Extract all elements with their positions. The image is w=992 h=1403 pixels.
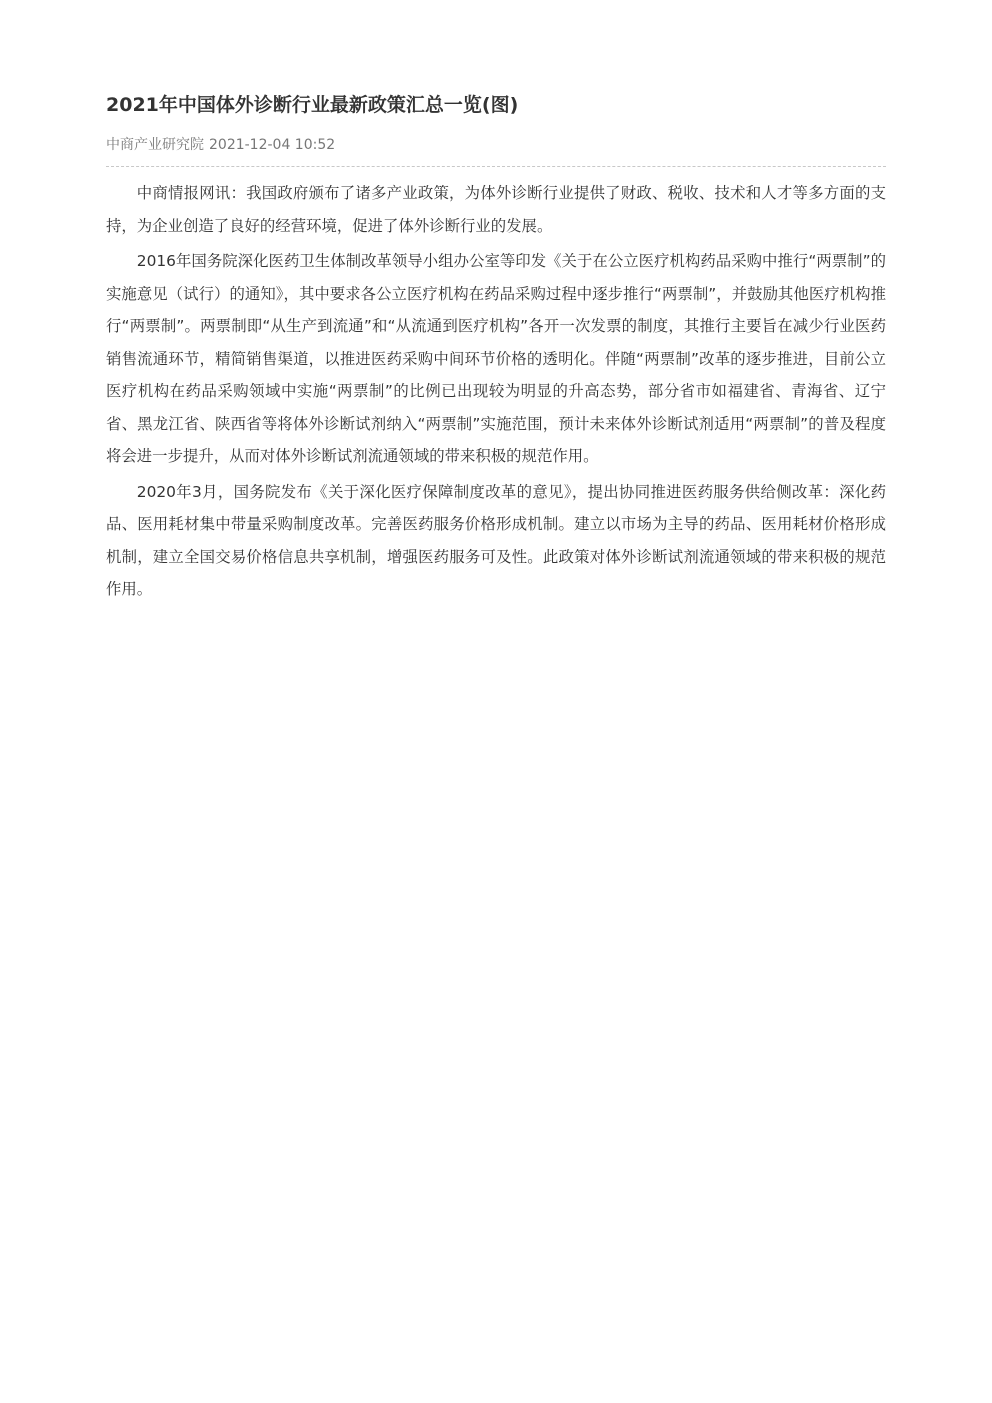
article-body [106, 177, 886, 609]
article-paragraph: 2020年3月，国务院发布《关于深化医疗保障制度改革的意见》，提出协同推进医药服务供给侧改革：深化药品、医用耗材集中带量采购制度改革。完善医药服务价格形成机制。建立以市场为主导的药品、医用耗材价格形成机制，建立全国交易价格信息共享机制，增强医药服务可及性。此政策对体外诊断试剂流通领域的带来积极的规范作用。 [106, 482, 886, 598]
article-meta [106, 135, 335, 155]
article-source: 中商产业研究院 [106, 137, 204, 153]
article-paragraph: 中商情报网讯：我国政府颁布了诸多产业政策，为体外诊断行业提供了财政、税收、技术和人才等多方面的支持，为企业创造了良好的经营环境，促进了体外诊断行业的发展。 [106, 184, 886, 235]
article-datetime: 2021-12-04 10:52 [209, 137, 336, 153]
article-paragraph: 2016年国务院深化医药卫生体制改革领导小组办公室等印发《关于在公立医疗机构药品采购中推行“两票制”的实施意见（试行）的通知》，其中要求各公立医疗机构在药品采购过程中逐步推行“两票制”，并鼓励其他医疗机构推行“两票制”。两票制即“从生产到流通”和“从流通到医疗机构”各开一次发票的制度，其推行主要旨在减少行业医药销售流通环节，精简销售渠道，以推进医药采购中间环节价格的透明化。伴随“两票制”改革的逐步推进，目前公立医疗机构在药品采购领域中实施“两票制”的比例已出现较为明显的升高态势，部分省市如福建省、青海省、辽宁省、黑龙江省、陕西省等将体外诊断试剂纳入“两票制”实施范围，预计未来体外诊断试剂适用“两票制”的普及程度将会进一步提升，从而对体外诊断试剂流通领域的带来积极的规范作用。 [106, 252, 886, 465]
article-title: 2021年中国体外诊断行业最新政策汇总一览(图) [106, 94, 519, 116]
header-divider [106, 166, 886, 167]
